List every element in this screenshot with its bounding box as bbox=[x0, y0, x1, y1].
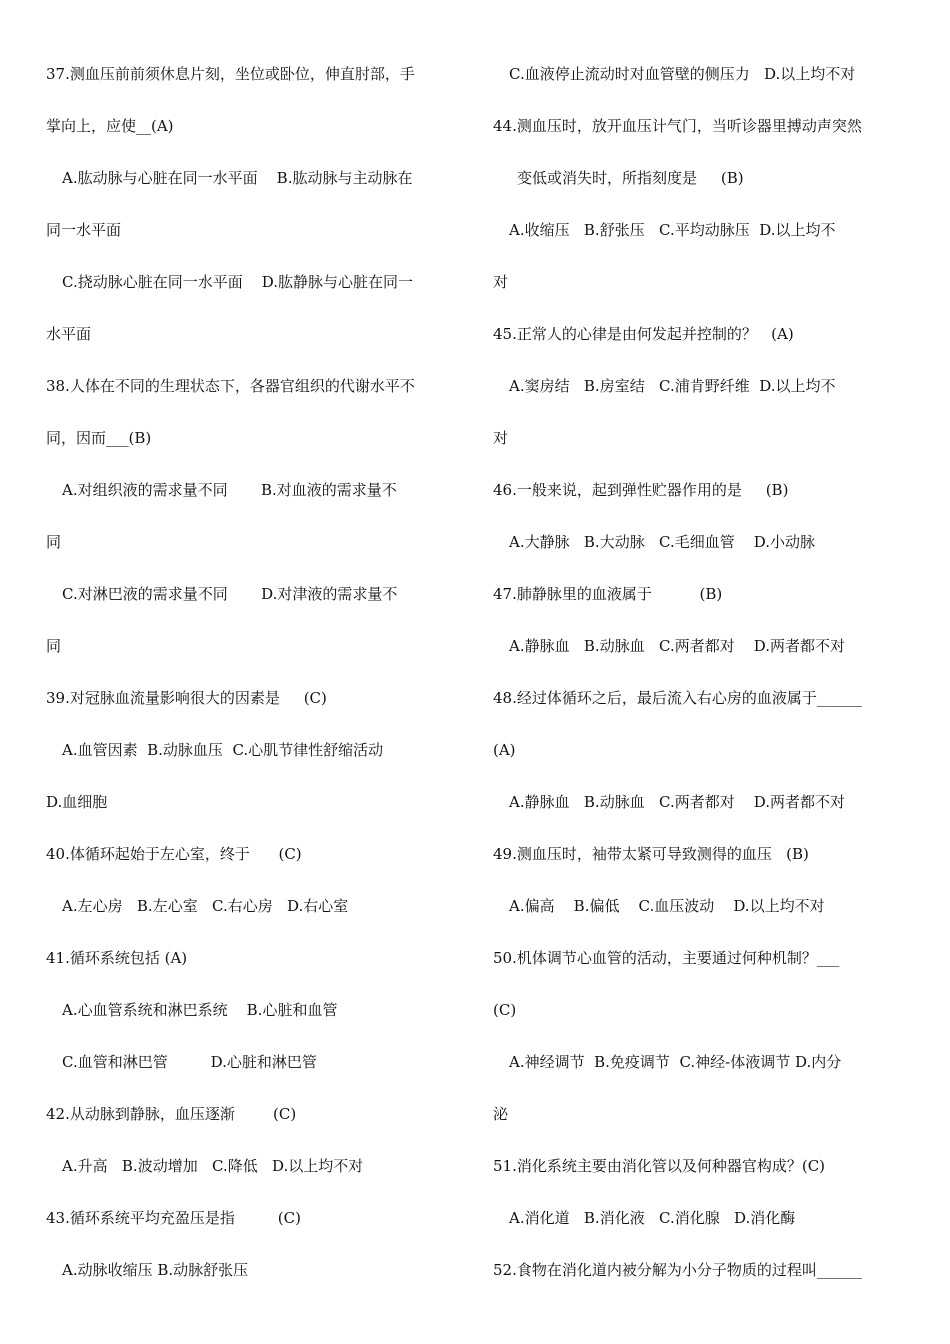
text-line: 48.经过体循环之后，最后流入右心房的血液属于______ bbox=[493, 689, 862, 707]
text-line: A.收缩压 B.舒张压 C.平均动脉压 D.以上均不 bbox=[509, 221, 836, 239]
text-line: 51.消化系统主要由消化管以及何种器官构成？(C) bbox=[493, 1157, 826, 1175]
text-line: 同一水平面 bbox=[46, 221, 122, 239]
text-line: C.血管和淋巴管 D.心脏和淋巴管 bbox=[62, 1053, 317, 1071]
text-line: 44.测血压时，放开血压计气门，当听诊器里搏动声突然 bbox=[493, 117, 862, 135]
text-line: A.静脉血 B.动脉血 C.两者都对 D.两者都不对 bbox=[509, 793, 846, 811]
text-line: 掌向上，应使__(A) bbox=[46, 117, 174, 135]
text-line: 39.对冠脉血流量影响很大的因素是 (C) bbox=[46, 689, 327, 707]
text-line: 46.一般来说，起到弹性贮器作用的是 (B) bbox=[493, 481, 789, 499]
text-line: A.消化道 B.消化液 C.消化腺 D.消化酶 bbox=[509, 1209, 796, 1227]
text-line: A.左心房 B.左心室 C.右心房 D.右心室 bbox=[62, 897, 349, 915]
text-line: C.挠动脉心脏在同一水平面 D.肱静脉与心脏在同一 bbox=[62, 273, 414, 291]
text-line: A.对组织液的需求量不同 B.对血液的需求量不 bbox=[62, 481, 397, 499]
text-line: 同 bbox=[46, 637, 62, 655]
text-line: D.血细胞 bbox=[46, 793, 108, 811]
text-line: 对 bbox=[493, 429, 509, 447]
text-line: A.偏高 B.偏低 C.血压波动 D.以上均不对 bbox=[509, 897, 825, 915]
text-line: 42.从动脉到静脉，血压逐渐 (C) bbox=[46, 1105, 297, 1123]
text-line: A.动脉收缩压 B.动脉舒张压 bbox=[62, 1261, 249, 1279]
text-line: 41.循环系统包括 (A) bbox=[46, 949, 188, 967]
text-line: 水平面 bbox=[46, 325, 92, 343]
text-line: A.静脉血 B.动脉血 C.两者都对 D.两者都不对 bbox=[509, 637, 846, 655]
text-line: 47.肺静脉里的血液属于 (B) bbox=[493, 585, 723, 603]
text-line: 40.体循环起始于左心室，终于 (C) bbox=[46, 845, 302, 863]
text-line: 同 bbox=[46, 533, 62, 551]
text-line: 43.循环系统平均充盈压是指 (C) bbox=[46, 1209, 301, 1227]
text-line: (C) bbox=[493, 1001, 517, 1019]
text-line: C.对淋巴液的需求量不同 D.对津液的需求量不 bbox=[62, 585, 398, 603]
text-line: (A) bbox=[493, 741, 516, 759]
right-column bbox=[493, 48, 913, 1296]
text-line: C.血液停止流动时对血管壁的侧压力 D.以上均不对 bbox=[509, 65, 856, 83]
text-line: A.升高 B.波动增加 C.降低 D.以上均不对 bbox=[62, 1157, 364, 1175]
text-line: 对 bbox=[493, 273, 509, 291]
text-line: 变低或消失时，所指刻度是 (B) bbox=[517, 169, 744, 187]
text-line: A.神经调节 B.免疫调节 C.神经-体液调节 D.内分 bbox=[509, 1053, 842, 1071]
text-line: 49.测血压时，袖带太紧可导致测得的血压 (B) bbox=[493, 845, 809, 863]
text-line: 50.机体调节心血管的活动，主要通过何种机制？___ bbox=[493, 949, 840, 967]
text-line: 37.测血压前前须休息片刻，坐位或卧位，伸直肘部，手 bbox=[46, 65, 415, 83]
text-line: A.大静脉 B.大动脉 C.毛细血管 D.小动脉 bbox=[509, 533, 816, 551]
text-line: 38.人体在不同的生理状态下，各器官组织的代谢水平不 bbox=[46, 377, 415, 395]
text-line: 同，因而___(B) bbox=[46, 429, 152, 447]
text-line: A.血管因素 B.动脉血压 C.心肌节律性舒缩活动 bbox=[62, 741, 384, 759]
text-line: 52.食物在消化道内被分解为小分子物质的过程叫______ bbox=[493, 1261, 862, 1279]
text-line: A.心血管系统和淋巴系统 B.心脏和血管 bbox=[62, 1001, 338, 1019]
text-line: A.肱动脉与心脏在同一水平面 B.肱动脉与主动脉在 bbox=[62, 169, 413, 187]
left-column bbox=[46, 48, 462, 1296]
text-line: A.窦房结 B.房室结 C.浦肯野纤维 D.以上均不 bbox=[509, 377, 836, 395]
text-line: 45.正常人的心律是由何发起并控制的？ (A) bbox=[493, 325, 794, 343]
text-line: 泌 bbox=[493, 1105, 509, 1123]
